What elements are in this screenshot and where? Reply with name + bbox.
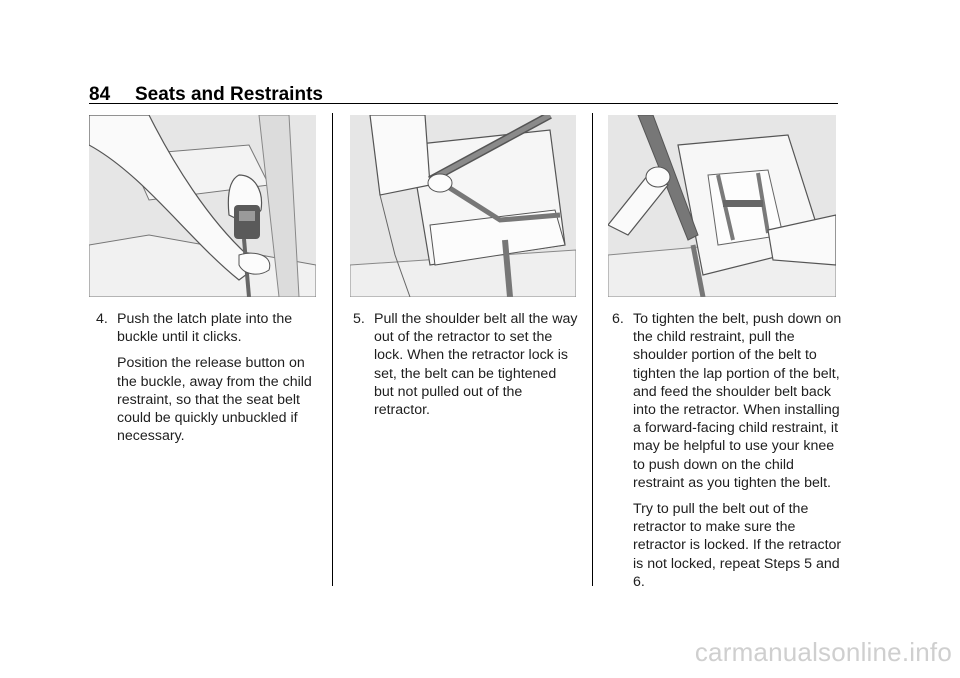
section-title: Seats and Restraints	[135, 84, 323, 105]
step-number: 4.	[96, 311, 108, 327]
illustration-latch-buckle	[89, 115, 316, 297]
watermark: carmanualsonline.info	[694, 637, 952, 667]
step-extra-text: Try to pull the belt out of the retractor to make sure the retractor is locked. If the retractor is not locked, repeat Steps 5 and 6.	[633, 501, 842, 590]
step-text: Push the latch plate into the buckle until it clicks.	[117, 311, 293, 346]
step-6	[612, 310, 842, 591]
step-number: 5.	[353, 311, 365, 327]
step-number: 6.	[612, 311, 624, 327]
step-text: Pull the shoulder belt all the way out of the retractor to set the lock. When the retractor lock is set, the belt can be tightened but not pulled out of the retractor.	[374, 311, 578, 419]
header-rule	[89, 103, 838, 104]
step-extra-text: Position the release button on the buckle, away from the child restraint, so that the seat belt could be quickly unbuckled if necessary.	[117, 355, 312, 445]
column-divider-1	[332, 113, 333, 586]
step-4	[96, 310, 321, 445]
illustration-tighten-belt	[608, 115, 836, 297]
column-divider-2	[592, 113, 593, 586]
step-5	[353, 310, 578, 419]
page-number: 84	[89, 84, 111, 105]
step-text: To tighten the belt, push down on the child restraint, pull the shoulder portion of the belt to tighten the lap portion of the belt, and feed the shoulder belt back into the retractor. When installing a forward-facing child restraint, it may be helpful to use your knee to push down on the child restraint as you tighten the belt.	[633, 311, 842, 491]
illustration-shoulder-belt	[350, 115, 576, 297]
